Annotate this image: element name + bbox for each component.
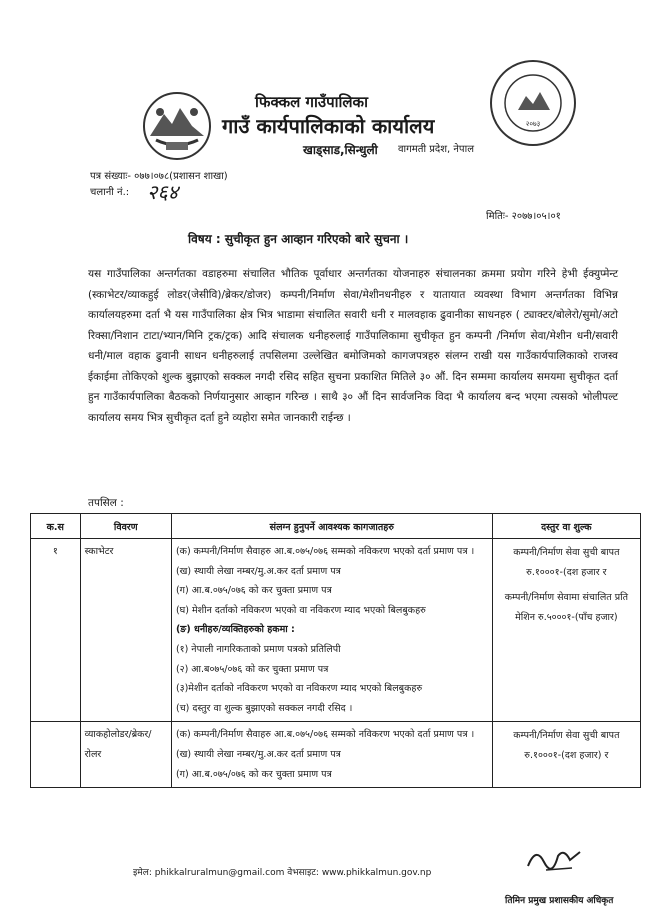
details-label: तपसिल : [88,497,124,509]
row-fee [492,722,640,788]
doc-line: (क) कम्पनी/निर्माण सैवाहरु आ.ब.०७५/०७६ सम्मको नविकरण भएको दर्ता प्रमाण पत्र । [175,729,475,741]
row-documents [171,539,492,722]
fee-company: कम्पनी/निर्माण सेवा सुची बापत रु.१०००१-(दश हजार र [513,547,620,578]
doc-line: (१) नेपाली नागरिकताको प्रमाण पत्रको प्रतिलिपी [175,643,341,655]
header-fee: दस्तुर वा शुल्क [492,514,640,539]
doc-line: (ग) आ.ब.०७५/०७६ को कर चुक्ता प्रमाण पत्र [175,768,332,780]
doc-line: (घ) मेशीन दर्ताको नविकरण भएको वा नविकरण म्याद भएको बिलबुकहरु [175,604,426,616]
row-item: व्याकहोलोडर/ब्रेकर/रोलर [80,722,171,788]
contact-footer: इमेल: phikkalruralmun@gmail.com वेभसाइट: www.phikkalmun.gov.np [133,868,432,878]
doc-line: (ग) आ.ब.०७५/०७६ को कर चुक्ता प्रमाण पत्र [175,585,332,597]
header-item: विवरण [80,514,171,539]
header-documents: संलग्न हुनुपर्ने आवश्यक कागजातहरु [171,514,492,539]
svg-text:२०७३: २०७३ [525,120,541,128]
office-name: गाउँ कार्यपालिकाको कार्यालय [222,114,435,138]
doc-line: (३)मेशीन दर्ताको नविकरण भएको वा नविकरण म्याद भएको बिलबुकहरु [175,683,423,695]
doc-line: (२) आ.ब०७५/०७६ को कर चुक्ता प्रमाण पत्र [175,663,329,675]
doc-line: (ख) स्थायी लेखा नम्बर/मु.अ.कर दर्ता प्रमाण पत्र [175,565,341,577]
requirements-table [30,513,641,788]
row-fee [492,539,640,722]
letter-body: यस गाउँपालिका अन्तर्गतका वडाहरुमा संचालित भौतिक पूर्वाधार अन्तर्गतका योजनाहरु संचालनका क्रममा प्रयोग गरिने हेभी ईक्युप्मेन्ट (स्काभेटर/व्याकहुई लोडर(जेसीवि)/ब्रेकर/डोजर) कम्पनी/निर्माण सेवा/मेशीनधनीहरु र यातायात व्यवस्था विभाग अन्तर्गतका विभिन्न कार्यालयहरुमा दर्ता भै यस गाउँपालिका क्षेत्र भित्र भाडामा संचालित सवारी धनी र मालवहाक ढुवानीका साधनहरु ( ट्याक्टर/बोलेरो/सुमो/अटो रिक्सा/निशान टाटा/भ्यान/मिनि ट्रक/ट्रक) आदि संचालक धनीहरुलाई गाउँपालिकामा सुचीकृत हुन कम्पनी /निर्माण सेवा/मेशीन धनी/सवारी धनी/माल वहाक ढुवानी साधन धनीहरुलाई तपसिलमा उल्लेखित बमोजिमको कागजपत्रहरु संलग्न राखी यस गाउँकार्यपालिकाको राजस्व ईकाईमा तोकिएको शुल्क बुझाएको सक्कल नगदी रसिद सहित सुचना प्रकाशित मितिले ३० औं. दिन सम्ममा कार्यालय समयमा सुचीकृत दर्ता हुन गाउँकार्यपालिका बैठकको निर्णयानुसार आव्हान गरिन्छ । साथै ३० औं दिन सार्वजनिक विदा भै कार्यालय बन्द भएमा त्यसको भोलीपल्ट कार्यालय समय भित्र सुचीकृत दर्ता हुने व्यहोरा समेत जानकारी राईन्छ । [88,268,618,424]
dispatch-label: चलानी नं.: [90,187,130,198]
row-item: स्काभेटर [80,539,171,722]
letter-subject: विषय : सुचीकृत हुन आव्हान गरिएको बारे सुचना । [188,232,409,246]
doc-line: (क) कम्पनी/निर्माण सैवाहरु आ.ब.०७५/०७६ सम्मको नविकरण भएको दर्ता प्रमाण पत्र । [175,546,475,557]
handwritten-signature [524,842,584,874]
table-row [31,722,641,788]
row-sn: १ [31,539,81,722]
doc-line-heading: (ङ) धनीहरु/व्यक्तिहरुको हकमा : [175,624,295,636]
letter-number: पत्र संख्याः- ०७७।०७८(प्रशासन शाखा) [90,171,228,182]
fee-machine: कम्पनी/निर्माण सेवामा संचालित प्रति मेशिन रु.५०००१-(पाँच हजार) [504,592,628,623]
office-seal [488,58,578,148]
table-header-row [31,514,641,539]
office-location: खाड्साड,सिन्धुली [303,143,378,157]
row-documents [171,722,492,788]
doc-line: (ख) स्थायी लेखा नम्बर/मु.अ.कर दर्ता प्रमाण पत्र [175,748,341,760]
row-sn [31,722,81,788]
table-row [31,539,641,722]
letter-date: मितिः- २०७७।०५।०१ [486,211,561,222]
municipality-name: फिक्कल गाउँपालिका [255,93,368,111]
dispatch-number: २६४ [147,180,179,204]
signatory-title: तिमिन प्रमुख प्रशासकीय अधिकृत [505,896,614,906]
doc-line: (च) दस्तुर वा शुल्क बुझाएको सक्कल नगदी रसिद । [175,702,353,714]
province-country: वागमती प्रदेश, नेपाल [398,144,474,155]
header-sn: क.स [31,514,81,539]
nepal-emblem-icon [140,90,214,162]
fee-company: कम्पनी/निर्माण सेवा सुची बापत रु.१०००१-(दश हजार) र [513,730,620,761]
